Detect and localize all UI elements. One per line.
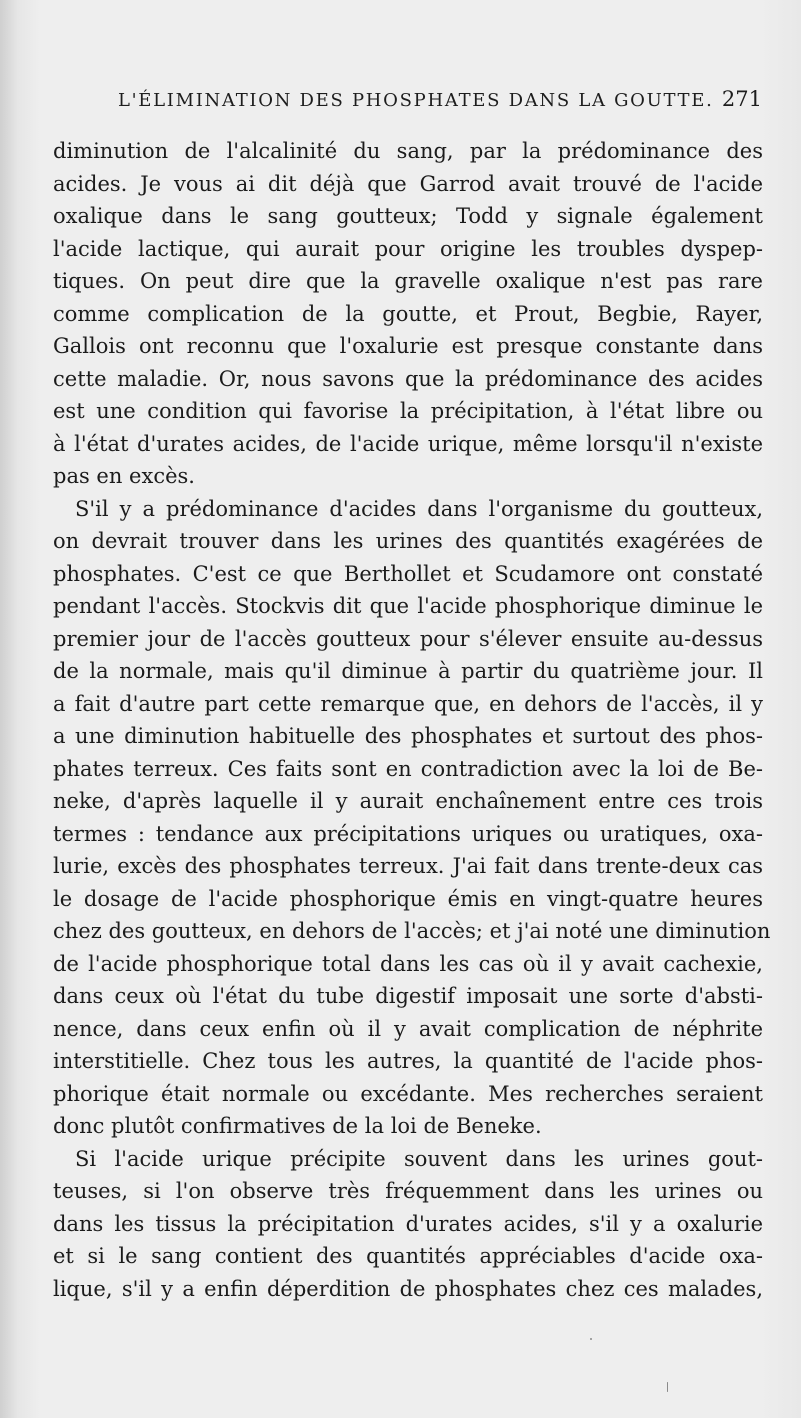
text-line: premier jour de l'accès goutteux pour s'élever ensuite au-dessus (53, 626, 763, 651)
text-line: donc plutôt confirmatives de la loi de Beneke. (53, 1114, 542, 1138)
text-line: interstitielle. Chez tous les autres, la quantité de l'acide phos- (53, 1049, 763, 1073)
page-number: 271 (721, 87, 762, 111)
text-line: pendant l'accès. Stockvis dit que l'acide phosphorique diminue le (53, 594, 763, 618)
text-line: lurie, excès des phosphates terreux. J'ai fait dans trente-deux cas (53, 854, 763, 878)
text-line: nence, dans ceux enfin où il y avait complication de néphrite (53, 1016, 763, 1041)
text-line: acides. Je vous ai dit déjà que Garrod avait trouvé de l'acide (53, 171, 763, 196)
paper-speck (667, 1382, 668, 1392)
text-line: a une diminution habituelle des phosphates et surtout des phos- (53, 724, 763, 748)
text-line: l'acide lactique, qui aurait pour origine les troubles dyspep- (53, 236, 763, 261)
text-line: termes : tendance aux précipitations uriques ou uratiques, oxa- (53, 821, 763, 846)
paper-speck (590, 1338, 592, 1340)
text-line: Si l'acide urique précipite souvent dans les urines gout- (75, 1146, 763, 1171)
running-title: L'ÉLIMINATION DES PHOSPHATES DANS LA GOUTTE. (118, 90, 714, 111)
text-line: lique, s'il y a enfin déperdition de phosphates chez ces malades, (53, 1276, 763, 1301)
text-line: phates terreux. Ces faits sont en contradiction avec la loi de Be- (53, 756, 763, 781)
text-line: à l'état d'urates acides, de l'acide urique, même lorsqu'il n'existe (53, 431, 763, 456)
text-line: tiques. On peut dire que la gravelle oxalique n'est pas rare (53, 269, 763, 293)
text-line: est une condition qui favorise la précipitation, à l'état libre ou (53, 399, 763, 423)
text-line: cette maladie. Or, nous savons que la prédominance des acides (53, 366, 763, 391)
text-line: phorique était normale ou excédante. Mes recherches seraient (53, 1081, 763, 1106)
text-line: diminution de l'alcalinité du sang, par la prédominance des (53, 139, 763, 163)
text-line: dans les tissus la précipitation d'urates acides, s'il y a oxalurie (53, 1211, 763, 1236)
text-line: a fait d'autre part cette remarque que, en dehors de l'accès, il y (53, 691, 763, 716)
text-line: le dosage de l'acide phosphorique émis en vingt-quatre heures (53, 886, 763, 911)
text-line: teuses, si l'on observe très fréquemment dans les urines ou (53, 1179, 763, 1203)
text-line: de la normale, mais qu'il diminue à partir du quatrième jour. Il (53, 659, 763, 683)
text-line: comme complication de la goutte, et Prout, Begbie, Rayer, (53, 301, 763, 326)
text-line: S'il y a prédominance d'acides dans l'organisme du goutteux, (75, 496, 763, 521)
text-line: dans ceux où l'état du tube digestif imposait une sorte d'absti- (53, 984, 763, 1008)
text-line: et si le sang contient des quantités appréciables d'acide oxa- (53, 1244, 763, 1268)
text-line: oxalique dans le sang goutteux; Todd y signale également (53, 204, 763, 228)
running-header (118, 87, 762, 120)
text-line: on devrait trouver dans les urines des quantités exagérées de (53, 529, 763, 553)
text-line: phosphates. C'est ce que Berthollet et Scudamore ont constaté (53, 561, 763, 586)
body-text (53, 135, 771, 1305)
text-line: pas en excès. (53, 464, 195, 488)
text-line: chez des goutteux, en dehors de l'accès; et j'ai noté une diminution (53, 919, 771, 943)
text-line: Gallois ont reconnu que l'oxalurie est presque constante dans (53, 334, 763, 358)
text-line: de l'acide phosphorique total dans les cas où il y avait cachexie, (53, 951, 763, 976)
text-line: neke, d'après laquelle il y aurait enchaînement entre ces trois (53, 789, 763, 813)
